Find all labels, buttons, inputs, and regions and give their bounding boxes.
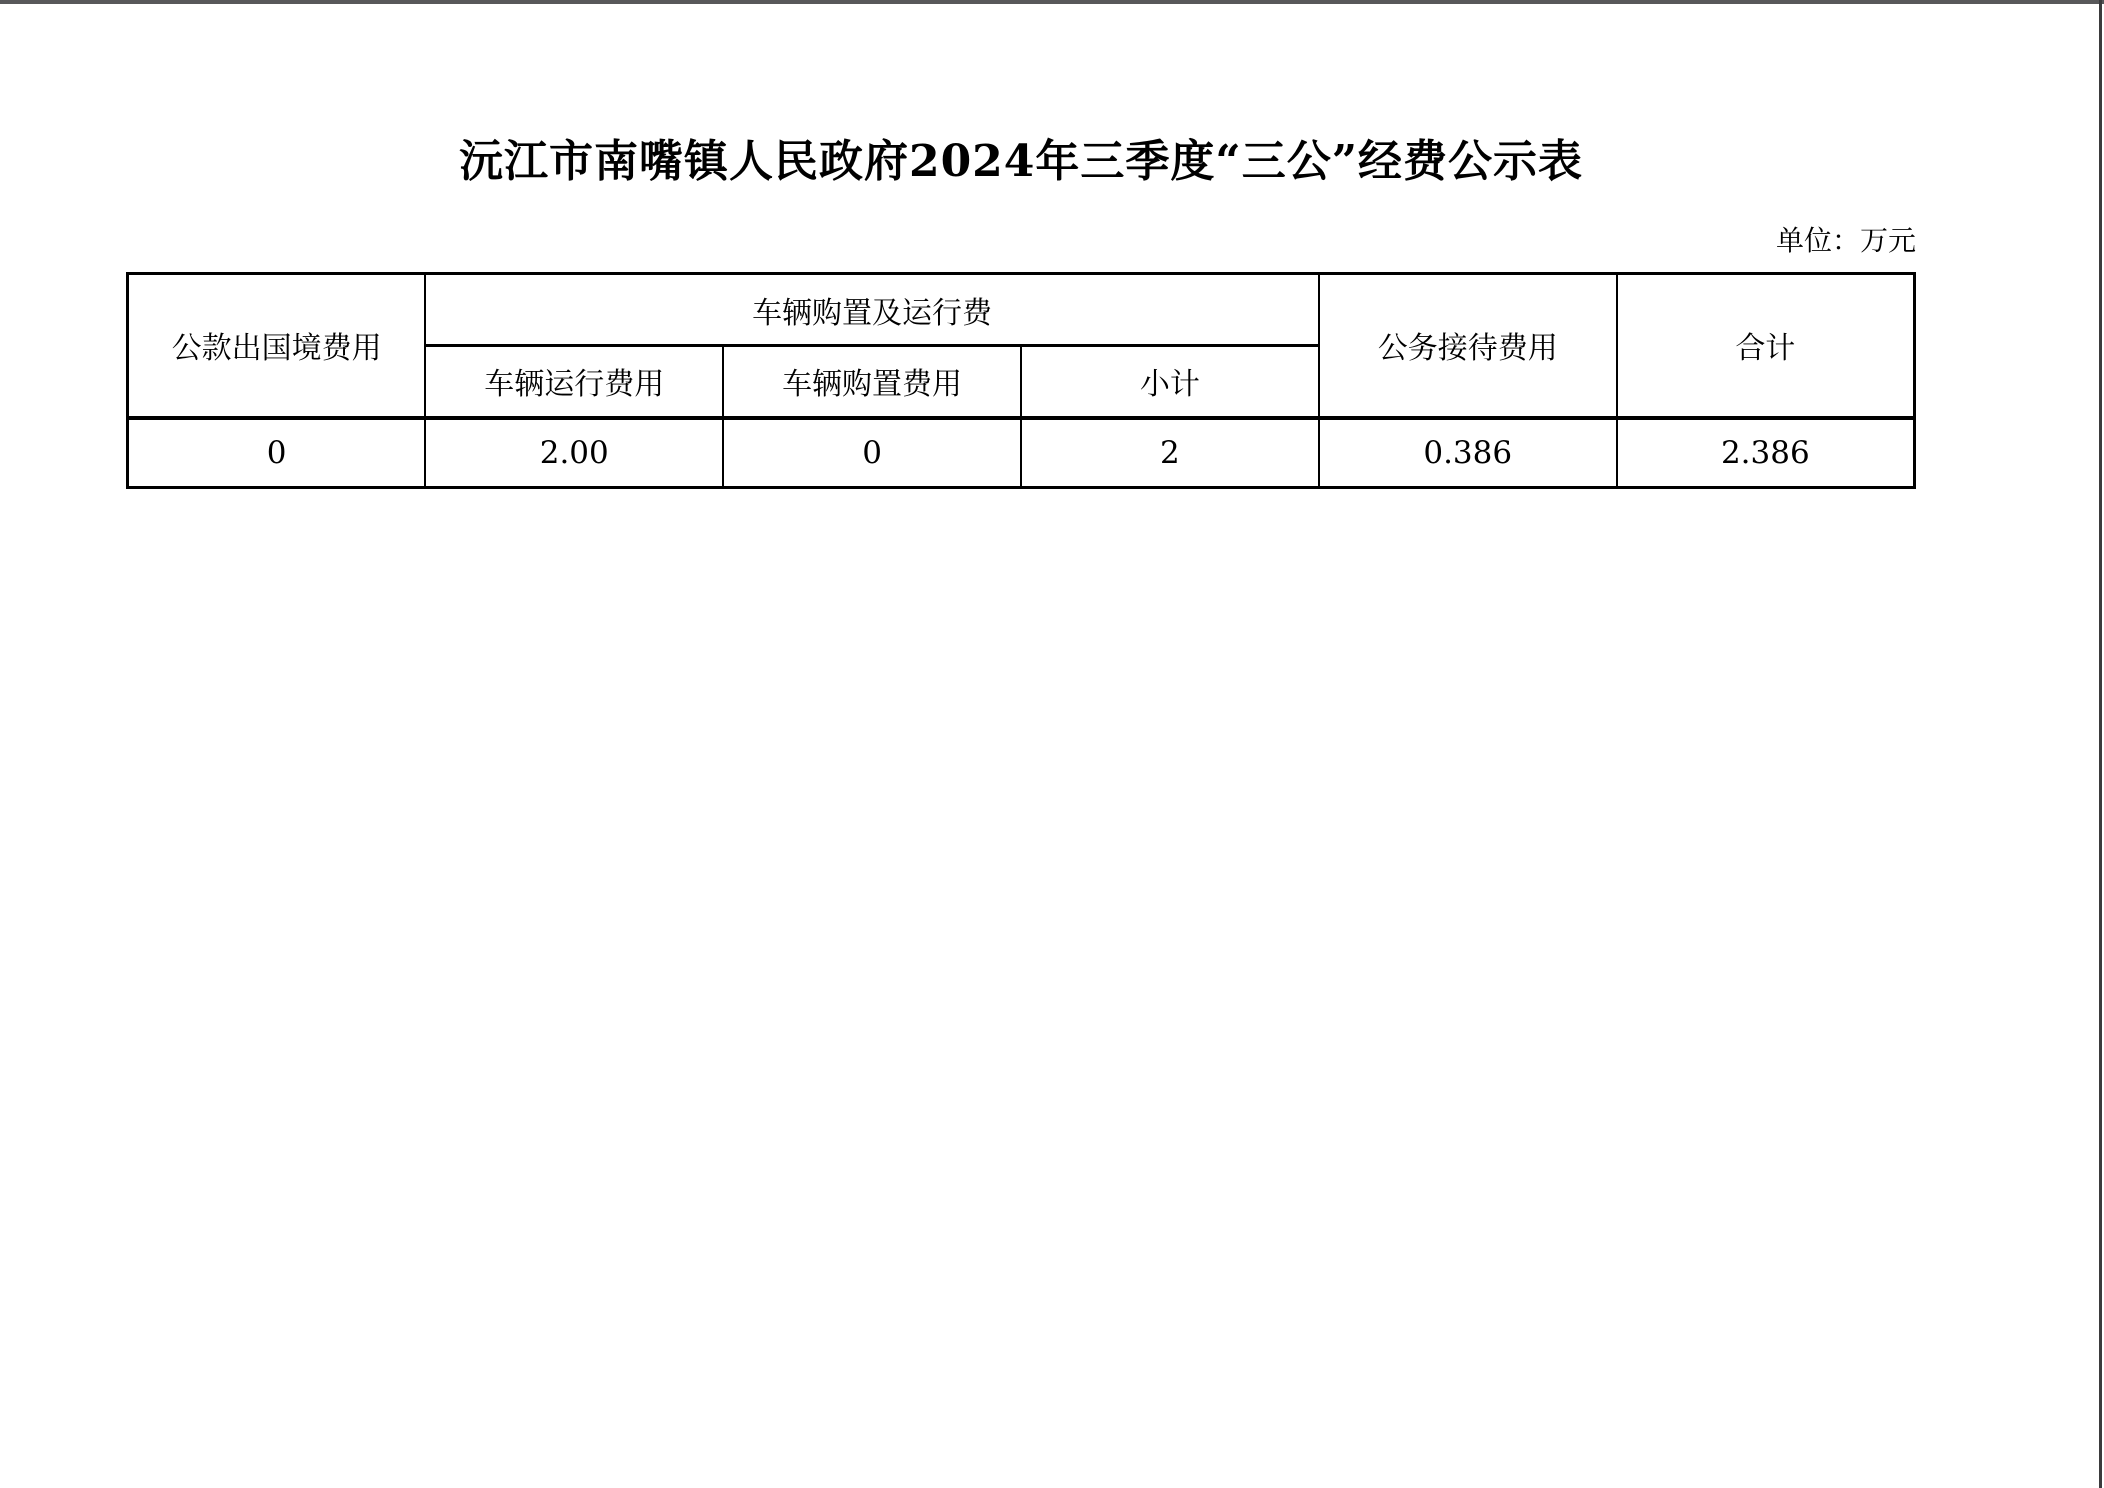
header-vehicle-group: 车辆购置及运行费 (425, 274, 1318, 346)
header-subtotal: 小计 (1021, 346, 1319, 418)
value-reception-expense: 0.386 (1319, 418, 1617, 488)
header-abroad-expense: 公款出国境费用 (128, 274, 426, 418)
header-total: 合计 (1617, 274, 1915, 418)
page-title: 沅江市南嘴镇人民政府2024年三季度“三公”经费公示表 (458, 136, 1584, 187)
page-right-edge (2099, 0, 2102, 1488)
header-vehicle-operation: 车辆运行费用 (425, 346, 723, 418)
value-abroad-expense: 0 (128, 418, 426, 488)
table-header-row-top (128, 274, 1915, 346)
value-subtotal: 2 (1021, 418, 1319, 488)
table-data-row (128, 418, 1915, 488)
expenses-table (126, 272, 1916, 489)
header-vehicle-purchase: 车辆购置费用 (723, 346, 1021, 418)
value-total: 2.386 (1617, 418, 1915, 488)
header-reception-expense: 公务接待费用 (1319, 274, 1617, 418)
value-vehicle-operation: 2.00 (425, 418, 723, 488)
window-top-edge (0, 0, 2104, 4)
value-vehicle-purchase: 0 (723, 418, 1021, 488)
unit-label: 单位：万元 (1775, 224, 1916, 257)
